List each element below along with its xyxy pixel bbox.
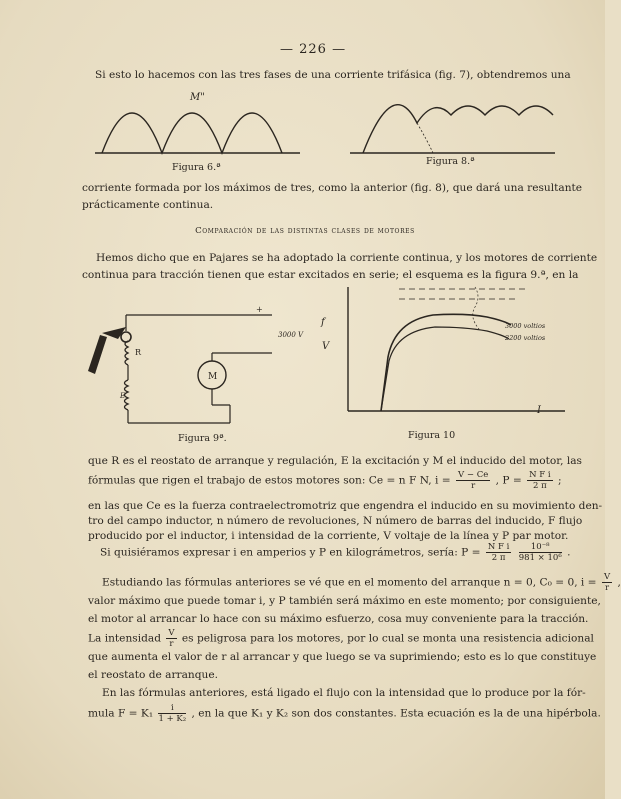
fraction-num: i xyxy=(158,703,186,714)
estudiando-paragraph xyxy=(88,572,621,684)
text-line: Hemos dicho que en Pajares se ha adoptado la corriente continua, y los motores de corriente xyxy=(96,252,598,264)
figure-6-caption: Figura 6.ª xyxy=(172,162,221,173)
figure-9-label-r: R xyxy=(135,348,142,357)
fraction-num: N F i xyxy=(487,542,510,552)
fraction-i xyxy=(456,470,490,491)
figure-10-caption: Figura 10 xyxy=(408,430,456,441)
text-span: Estudiando las fórmulas anteriores se vé que en el momento del arranque n = 0, C₀ = 0, i = xyxy=(102,576,597,589)
fraction-den: 2 π xyxy=(532,480,547,491)
figure-9-voltage: 3000 V xyxy=(278,331,304,339)
curve-3000-volts xyxy=(381,314,511,411)
text-line xyxy=(88,628,594,649)
fraction-v-r xyxy=(166,628,176,649)
fraction-num: V xyxy=(603,572,611,582)
text-line: en las que Ce es la fuerza contraelectromotriz que engendra el inducido en su movimiento den- xyxy=(88,500,603,512)
fraction-num: N F i xyxy=(529,469,551,480)
kg-paragraph xyxy=(100,542,571,563)
fraction-num: V xyxy=(168,628,175,638)
text-span: . xyxy=(567,546,571,559)
text-line: producido por el inductor, i intensidad de la corriente, V voltaje de la línea y P par motor. xyxy=(88,530,569,542)
continua-paragraph xyxy=(82,180,583,213)
text-line: En las fórmulas anteriores, está ligado el flujo con la intensidad que lo produce por la fór- xyxy=(102,687,586,699)
fraction-k xyxy=(158,703,186,724)
fraction-den: r xyxy=(471,480,476,491)
text-line: continua para tracción tienen que estar excitados en serie; el esquema es la figura 9.ª, en la xyxy=(82,268,579,281)
text-line xyxy=(100,542,571,563)
formulas-paragraph xyxy=(88,453,582,491)
figure-9-diagram xyxy=(80,305,340,435)
resistor-r xyxy=(125,341,128,365)
text-span: mula F = K₁ xyxy=(88,707,154,720)
figure-8-caption: Figura 8.ª xyxy=(426,156,475,167)
fraction-nfi xyxy=(486,542,511,563)
fraction-den: r xyxy=(604,583,610,593)
figure-9-caption: Figura 9ª. xyxy=(178,433,227,444)
fraction-num: V − Ce xyxy=(458,469,489,480)
text-line: el motor al arrancar lo hace con su máximo esfuerzo, cosa muy conveniente para la tracción. xyxy=(88,612,589,625)
section-heading: Comparación de las distintas clases de motores xyxy=(195,226,415,236)
text-line xyxy=(88,469,562,491)
ce-paragraph xyxy=(88,499,603,544)
text-line: prácticamente continua. xyxy=(82,198,214,211)
fraction-num: 10⁻⁸ xyxy=(519,542,562,553)
text-line xyxy=(88,572,621,593)
text-line: que aumenta el valor de r al arrancar y que luego se va suprimiendo; esto es lo que constituye xyxy=(88,651,597,663)
text-span: , P = xyxy=(495,474,522,486)
text-line: Si esto lo hacemos con las tres fases de una corriente trifásica (fig. 7), obtendremos una xyxy=(95,69,571,81)
figure-10-label-v: V xyxy=(322,341,330,352)
figure-9-label-e: E xyxy=(120,392,126,400)
text-span: , xyxy=(617,576,621,589)
text-line: corriente formada por los máximos de tres, como la anterior (fig. 8), que dará una resultante xyxy=(82,182,583,194)
fraction-den: 981 × 10⁶ xyxy=(518,553,562,563)
text-span: La intensidad xyxy=(88,632,161,645)
text-line: que R es el reostato de arranque y regulación, E la excitación y M el inducido del motor, las xyxy=(88,455,582,467)
text-span: Si quisiéramos expresar i en amperios y P en kilográmetros, sería: P = xyxy=(100,546,481,559)
figure-9-label-m: M xyxy=(208,372,218,382)
text-line: el reostato de arranque. xyxy=(88,668,218,681)
figure-9-label-plus: + xyxy=(256,305,263,314)
fraction-den: 1 + K₂ xyxy=(158,714,187,724)
figure-10-label-f: f xyxy=(321,317,325,328)
figure-8-diagram xyxy=(345,85,560,165)
fraction-den: 2 π xyxy=(491,553,506,563)
text-line: valor máximo que puede tomar i, y P también será máximo en este momento; por consiguiente, xyxy=(88,595,601,607)
text-line: tro del campo inductor, n número de revoluciones, N número de barras del inducido, F flujo xyxy=(88,515,583,527)
fraction-scale xyxy=(519,542,562,563)
page-number: — 226 — xyxy=(280,42,347,57)
text-span: fórmulas que rigen el trabajo de estos motores son: Ce = n F N, i = xyxy=(88,474,451,486)
intro-paragraph xyxy=(95,67,571,84)
text-line xyxy=(88,703,601,724)
fraction-v-r xyxy=(602,572,612,593)
text-span: ; xyxy=(557,474,562,486)
hemos-paragraph xyxy=(82,250,598,283)
figure-10-curve-2200: 2200 voltios xyxy=(505,334,546,342)
fraction-den: r xyxy=(169,639,174,649)
figure-10-label-i: I xyxy=(537,405,541,416)
text-span: , en la que K₁ y K₂ son dos constantes. Esta ecuación es la de una hipérbola. xyxy=(191,707,601,720)
text-span: es peligrosa para los motores, por lo cual se monta una resistencia adicional xyxy=(181,632,594,645)
figure-6-label-m: M" xyxy=(190,92,205,103)
figure-10-diagram xyxy=(315,285,570,425)
flujo-paragraph xyxy=(88,684,601,724)
fraction-p xyxy=(527,470,552,491)
figure-10-curve-3000: 3000 voltios xyxy=(505,322,546,330)
curve-2200-volts xyxy=(381,327,509,411)
